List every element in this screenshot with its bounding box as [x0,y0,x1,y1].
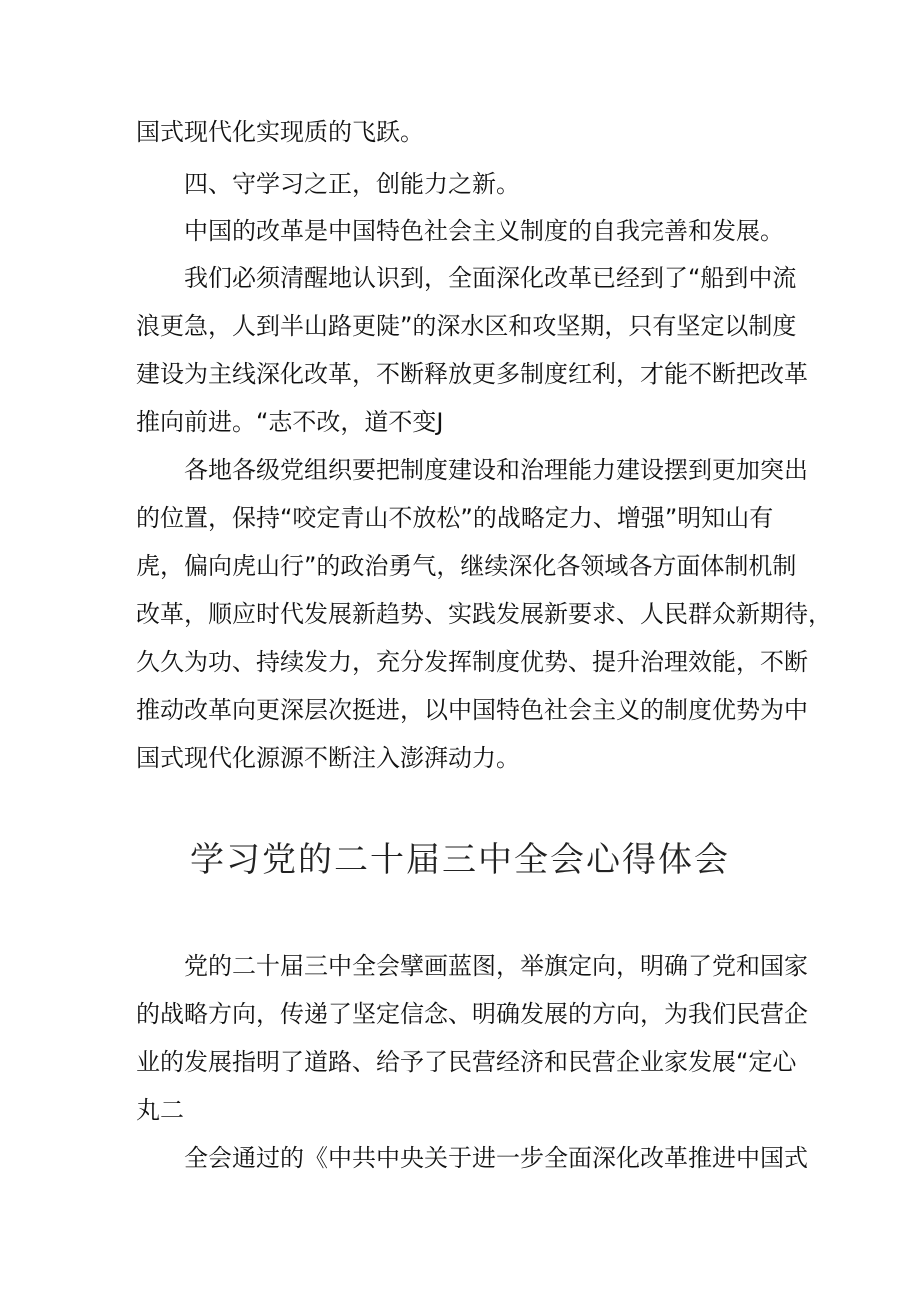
text-line: 推向前进。“志不改，道不变J [136,408,444,436]
text-line: 我们必须清醒地认识到，全面深化改革已经到了“船到中流 [136,264,797,292]
text-line: 各地各级党组织要把制度建设和治理能力建设摆到更加突出 [136,456,808,484]
text-line: 国式现代化实现质的飞跃。 [136,118,424,146]
text-line: 改革，顺应时代发展新趋势、实践发展新要求、人民群众新期待， [136,600,832,628]
text-line: 久久为功、持续发力，充分发挥制度优势、提升治理效能，不断 [136,648,808,676]
text-line: 虎，偏向虎山行”的政治勇气，继续深化各领域各方面体制机制 [136,552,797,580]
text-line: 业的发展指明了道路、给予了民营经济和民营企业家发展“定心 [136,1048,797,1076]
text-line: 全会通过的《中共中央关于进一步全面深化改革推进中国式 [136,1144,808,1172]
section-title: 学习党的二十届三中全会心得体会 [190,840,730,880]
text-line: 国式现代化源源不断注入澎湃动力。 [136,744,520,772]
text-line: 的位置，保持“咬定青山不放松”的战略定力、增强”明知山有 [136,504,774,532]
text-line: 丸二 [136,1096,184,1124]
text-line: 推动改革向更深层次挺进，以中国特色社会主义的制度优势为中 [136,696,808,724]
text-line: 建设为主线深化改革，不断释放更多制度红利，才能不断把改革 [136,360,808,388]
text-line: 四、守学习之正，创能力之新。 [136,170,520,198]
text-line: 党的二十届三中全会擘画蓝图，举旗定向，明确了党和国家 [136,952,808,980]
text-line: 浪更急，人到半山路更陡”的深水区和攻坚期，只有坚定以制度 [136,312,797,340]
text-line: 的战略方向，传递了坚定信念、明确发展的方向，为我们民营企 [136,1000,808,1028]
text-line: 中国的改革是中国特色社会主义制度的自我完善和发展。 [136,217,784,245]
